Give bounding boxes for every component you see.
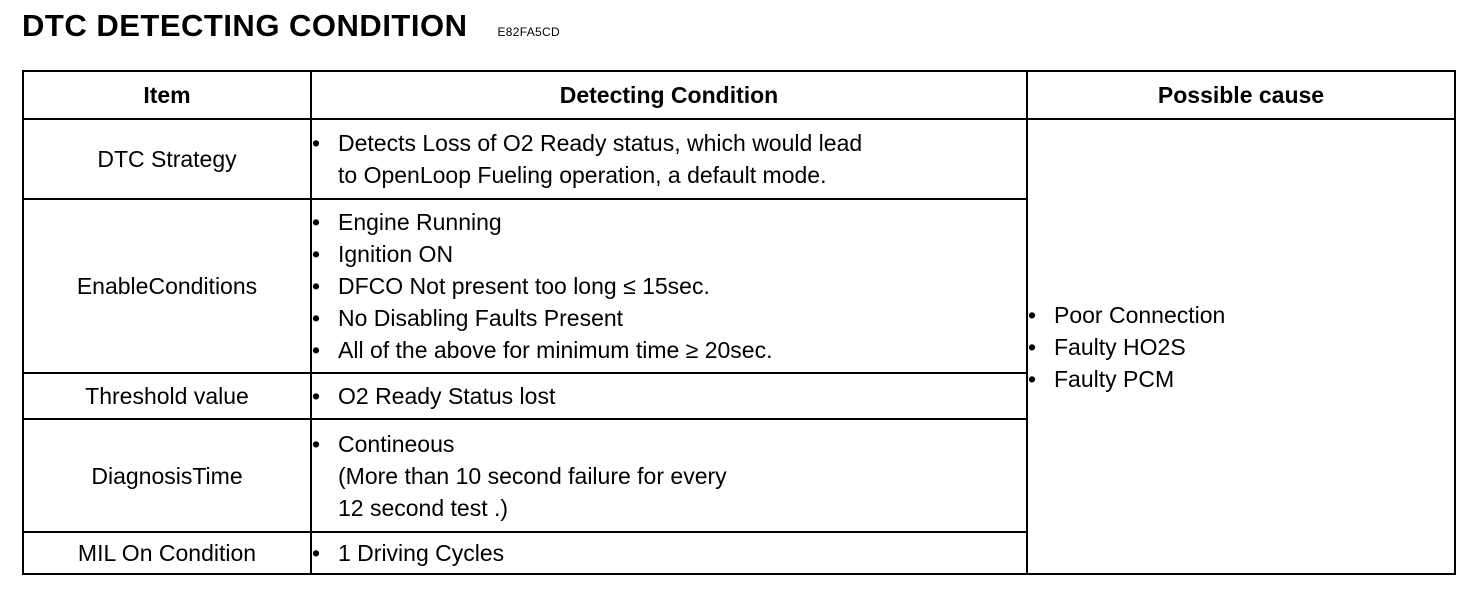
condition-text: Detects Loss of O2 Ready status, which would lead <box>338 130 863 157</box>
condition-continuation: to OpenLoop Fueling operation, a default mode. <box>338 162 827 189</box>
condition-continuation: 12 second test .) <box>338 494 509 521</box>
cause-bullet <box>1028 299 1454 331</box>
condition-continuation: (More than 10 second failure for every <box>338 462 727 489</box>
table-row <box>23 119 1455 199</box>
condition-bullet <box>312 206 1026 238</box>
row-condition <box>311 532 1027 574</box>
condition-bullet <box>312 127 1026 191</box>
header-condition: Detecting Condition <box>311 71 1027 119</box>
bullet-glyph: • <box>312 209 321 236</box>
bullet-glyph: • <box>312 305 321 332</box>
condition-text: All of the above for minimum time ≥ 20sec. <box>338 337 773 364</box>
header-item: Item <box>23 71 311 119</box>
bullet-glyph: • <box>1028 365 1037 392</box>
condition-text: Ignition ON <box>338 241 454 268</box>
bullet-glyph: • <box>312 337 321 364</box>
header-cause: Possible cause <box>1027 71 1455 119</box>
table-header-row <box>23 71 1455 119</box>
bullet-glyph: • <box>312 539 321 566</box>
cause-bullet <box>1028 363 1454 395</box>
bullet-glyph: • <box>1028 333 1037 360</box>
page-title: DTC DETECTING CONDITION <box>22 8 468 43</box>
condition-text: DFCO Not present too long ≤ 15sec. <box>338 273 710 300</box>
condition-list <box>312 537 1026 569</box>
condition-list <box>312 380 1026 412</box>
row-item-label: MIL On Condition <box>23 532 311 574</box>
bullet-glyph: • <box>312 383 321 410</box>
cause-bullet <box>1028 331 1454 363</box>
possible-cause-list <box>1028 299 1454 395</box>
cause-text: Faulty HO2S <box>1054 333 1186 360</box>
condition-bullet <box>312 428 1026 524</box>
document-code: E82FA5CD <box>497 25 560 39</box>
possible-cause-cell <box>1027 119 1455 574</box>
cause-text: Faulty PCM <box>1054 365 1175 392</box>
condition-bullet <box>312 270 1026 302</box>
row-condition <box>311 373 1027 419</box>
bullet-glyph: • <box>312 130 321 157</box>
row-item-label: DiagnosisTime <box>23 419 311 531</box>
condition-bullet <box>312 302 1026 334</box>
condition-list <box>312 206 1026 366</box>
condition-text: No Disabling Faults Present <box>338 305 624 332</box>
dtc-condition-table <box>22 70 1456 575</box>
bullet-glyph: • <box>312 273 321 300</box>
condition-bullet <box>312 238 1026 270</box>
row-item-label: DTC Strategy <box>23 119 311 199</box>
row-item-label: Threshold value <box>23 373 311 419</box>
condition-text: 1 Driving Cycles <box>338 539 505 566</box>
page-heading <box>22 8 560 44</box>
row-condition <box>311 119 1027 199</box>
bullet-glyph: • <box>1028 301 1037 328</box>
row-condition <box>311 199 1027 373</box>
condition-text: Engine Running <box>338 209 502 236</box>
row-condition <box>311 419 1027 531</box>
bullet-glyph: • <box>312 430 321 457</box>
condition-list <box>312 428 1026 524</box>
condition-list <box>312 127 1026 191</box>
condition-bullet <box>312 380 1026 412</box>
bullet-glyph: • <box>312 241 321 268</box>
cause-text: Poor Connection <box>1054 301 1226 328</box>
row-item-label: EnableConditions <box>23 199 311 373</box>
condition-text: O2 Ready Status lost <box>338 383 556 410</box>
condition-bullet <box>312 537 1026 569</box>
condition-bullet <box>312 334 1026 366</box>
condition-text: Contineous <box>338 430 455 457</box>
